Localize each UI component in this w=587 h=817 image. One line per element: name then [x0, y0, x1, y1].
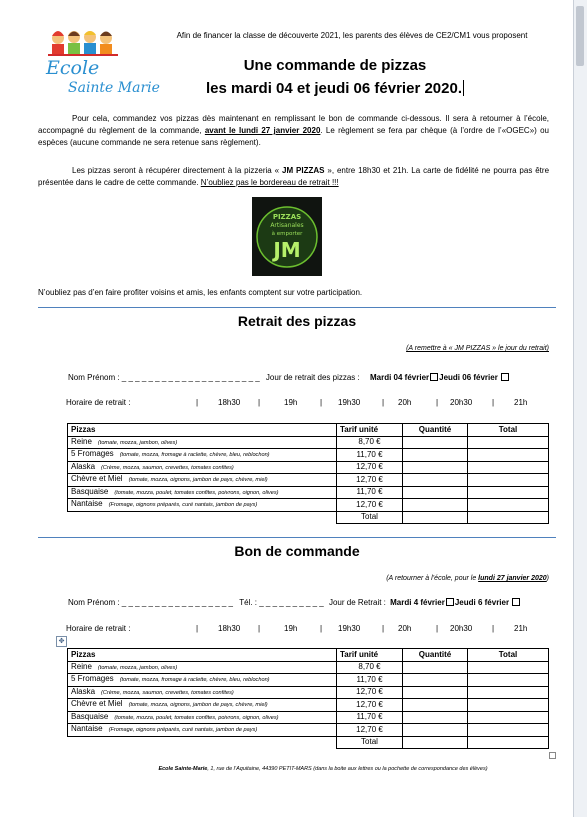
table-row: Basquaise (tomate, mozza, poulet, tomates confites, poivrons, oignon, olives) 11,70 € [68, 711, 549, 724]
commande-day2-checkbox[interactable] [512, 598, 520, 606]
children-figures [48, 31, 118, 56]
total-cell[interactable] [468, 661, 549, 674]
total-cell[interactable] [468, 436, 549, 449]
table-row: Chèvre et Miel (tomate, mozza, oignons, jambon de pays, chèvre, miel) 12,70 € [68, 474, 549, 487]
hour-option[interactable]: 20h30 [450, 398, 473, 407]
hour-option[interactable]: 19h30 [338, 398, 361, 407]
quantity-cell[interactable] [403, 674, 468, 687]
total-cell[interactable] [468, 461, 549, 474]
paragraph-instructions: Pour cela, commandez vos pizzas dès maintenant en remplissant le bon de commande ci-dessous. Il sera à retourner à l’école, accompagné du règlement de la commande, avant le lundi 27 janvier 2020. Le règlement se fera par chèque (à l’ordre de l’«OGEC») ou espèces (aucune commande ne sera retenue sans règlement). [38, 114, 549, 147]
paragraph-share: N’oubliez pas d’en faire profiter voisins et amis, les enfants comptent sur votre participation. [38, 288, 363, 297]
total-cell[interactable] [468, 499, 549, 512]
retrait-day1-checkbox[interactable] [430, 373, 438, 381]
hour-option[interactable]: 21h [514, 398, 528, 407]
hour-option[interactable]: 19h [284, 398, 298, 407]
tel-blank[interactable]: _ _ _ _ _ _ _ _ _ _ [259, 598, 324, 607]
logo-line1: Ecole [46, 57, 100, 79]
retrait-hours-row: Horaire de retrait : | 18h30 | 19h | 19h30 | 20h | 20h30 | 21h [66, 398, 528, 407]
section-divider [38, 537, 556, 538]
quantity-cell[interactable] [403, 474, 468, 487]
quantity-cell[interactable] [403, 499, 468, 512]
quantity-cell[interactable] [403, 661, 468, 674]
retrait-name-row: Nom Prénom : _ _ _ _ _ _ _ _ _ _ _ _ _ _ _ _ _ _ _ _ _ Jour de retrait des pizzas : Mardi 04 février Jeudi 06 février [68, 373, 510, 382]
total-cell[interactable] [468, 674, 549, 687]
retrait-note: (A remettre à « JM PIZZAS » le jour du retrait) [406, 345, 549, 352]
table-header-row: Pizzas Tarif unité Quantité Total [68, 424, 549, 437]
hour-option[interactable]: 19h30 [338, 624, 361, 633]
commande-note: (A retourner à l’école, pour le lundi 27 janvier 2020) [386, 575, 549, 582]
svg-text:PIZZAS: PIZZAS [272, 213, 302, 221]
table-total-row: Total [68, 736, 549, 749]
name-blank[interactable]: _ _ _ _ _ _ _ _ _ _ _ _ _ _ _ _ _ _ _ _ _ [121, 373, 260, 382]
hour-option[interactable]: 20h30 [450, 624, 473, 633]
quantity-cell[interactable] [403, 486, 468, 499]
total-cell[interactable] [468, 711, 549, 724]
quantity-cell[interactable] [403, 711, 468, 724]
jm-pizzas-logo [252, 197, 322, 276]
quantity-cell[interactable] [403, 436, 468, 449]
quantity-cell[interactable] [403, 461, 468, 474]
logo-line2: Sainte Marie [68, 80, 160, 96]
school-logo [38, 28, 160, 100]
name-blank[interactable]: _ _ _ _ _ _ _ _ _ _ _ _ _ _ _ _ _ [121, 598, 233, 607]
commande-pizza-table [67, 648, 549, 749]
table-row: Alaska (Crème, mozza, saumon, crevettes, tomates confites) 12,70 € [68, 686, 549, 699]
commande-hours-row: Horaire de retrait : | 18h30 | 19h | 19h30 | 20h | 20h30 | 21h [66, 624, 528, 633]
scrollbar-thumb[interactable] [576, 6, 584, 66]
hour-option[interactable]: 19h [284, 624, 298, 633]
paragraph-pickup: Les pizzas seront à récupérer directement à la pizzeria « JM PIZZAS », entre 18h30 et 21h. La carte de fidélité ne pourra pas être présentée dans le cadre de cette commande. N’oubliez pas le bordereau de retrait !!! [38, 166, 550, 187]
vertical-scrollbar[interactable] [573, 0, 587, 817]
table-row: Nantaise (Fromage, oignons préparés, curé nantais, jambon de pays) 12,70 € [68, 724, 549, 737]
intro-text: Afin de financer la classe de découverte 2021, les parents des élèves de CE2/CM1 vous proposent [176, 31, 528, 40]
quantity-cell[interactable] [403, 699, 468, 712]
hour-option[interactable]: 18h30 [218, 624, 241, 633]
section-divider [38, 307, 556, 308]
svg-text:JM: JM [273, 238, 301, 262]
table-row: Reine (tomate, mozza, jambon, olives) 8,70 € [68, 436, 549, 449]
total-quantity-cell[interactable] [403, 736, 468, 749]
hour-option[interactable]: 21h [514, 624, 528, 633]
retrait-pizza-table [67, 423, 549, 524]
table-row: Alaska (Crème, mozza, saumon, crevettes, tomates confites) 12,70 € [68, 461, 549, 474]
retrait-day2-checkbox[interactable] [501, 373, 509, 381]
quantity-cell[interactable] [403, 449, 468, 462]
svg-text:Artisanales: Artisanales [270, 222, 304, 229]
table-row: 5 Fromages (tomate, mozza, fromage à raclette, chèvre, bleu, reblochon) 11,70 € [68, 674, 549, 687]
text-cursor [463, 80, 464, 96]
page-title-line2: les mardi 04 et jeudi 06 février 2020. [206, 80, 462, 97]
total-cell[interactable] [468, 474, 549, 487]
total-cell[interactable] [468, 724, 549, 737]
table-row: 5 Fromages (tomate, mozza, fromage à raclette, chèvre, bleu, reblochon) 11,70 € [68, 449, 549, 462]
hour-option[interactable]: 18h30 [218, 398, 241, 407]
total-cell[interactable] [468, 449, 549, 462]
table-header-row: Pizzas Tarif unité Quantité Total [68, 649, 549, 662]
grand-total-cell[interactable] [468, 736, 549, 749]
commande-title: Bon de commande [234, 543, 360, 559]
total-cell[interactable] [468, 699, 549, 712]
table-row: Reine (tomate, mozza, jambon, olives) 8,70 € [68, 661, 549, 674]
total-cell[interactable] [468, 686, 549, 699]
page-title-line1: Une commande de pizzas [243, 57, 427, 74]
hour-option[interactable]: 20h [398, 624, 412, 633]
total-cell[interactable] [468, 486, 549, 499]
total-quantity-cell[interactable] [403, 511, 468, 524]
table-row: Nantaise (Fromage, oignons préparés, curé nantais, jambon de pays) 12,70 € [68, 499, 549, 512]
footer-address: Ecole Sainte-Marie, 1, rue de l’Aquitaine, 44390 PETIT-MARS (dans la boite aux lettres ou la pochette de correspondance des élèves) [158, 766, 488, 772]
quantity-cell[interactable] [403, 724, 468, 737]
table-row: Basquaise (tomate, mozza, poulet, tomates confites, poivrons, oignon, olives) 11,70 € [68, 486, 549, 499]
table-row: Chèvre et Miel (tomate, mozza, oignons, jambon de pays, chèvre, miel) 12,70 € [68, 699, 549, 712]
grand-total-cell[interactable] [468, 511, 549, 524]
hour-option[interactable]: 20h [398, 398, 412, 407]
table-resize-handle[interactable] [549, 752, 556, 759]
table-move-handle-icon[interactable]: ✥ [56, 636, 67, 647]
svg-text:à emporter: à emporter [271, 231, 303, 237]
retrait-title: Retrait des pizzas [237, 313, 357, 329]
table-total-row: Total [68, 511, 549, 524]
commande-name-row: Nom Prénom : _ _ _ _ _ _ _ _ _ _ _ _ _ _ _ _ _ Tél. : _ _ _ _ _ _ _ _ _ _ Jour de Retrait : Mardi 4 février Jeudi 6 février [68, 598, 521, 607]
quantity-cell[interactable] [403, 686, 468, 699]
commande-day1-checkbox[interactable] [446, 598, 454, 606]
